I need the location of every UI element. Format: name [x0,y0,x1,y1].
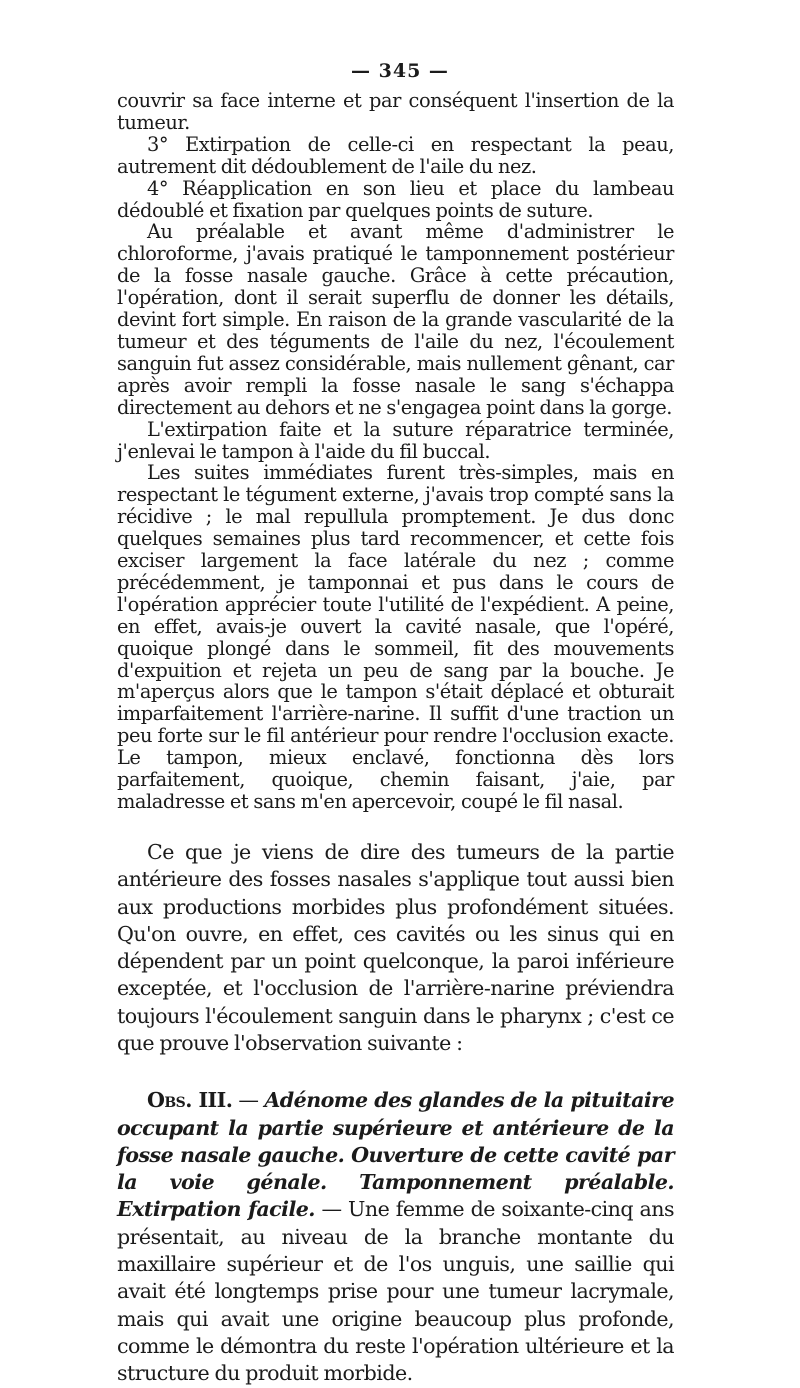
paragraph-general-remark: Ce que je viens de dire des tumeurs de la partie antérieure des fosses nasales s'applique tout aussi bien aux productions morbides plus profondément situées. Qu'on ouvre, en effet, ces cavités ou les sinus qui en dépendent par un point quelconque, la paroi inférieure exceptée, et l'occlusion de l'arrière-narine préviendra toujours l'écoulement sanguin dans le pharynx ; c'est ce que prouve l'observation suivante : [117,839,674,1055]
observation-title: Adénome des glandes de la pituitaire occupant la partie supérieure et antérieure de la fosse nasale gauche. Ouverture de cette cavité par la voie génale. Tamponnement préalable. Extirpation facile. [117,1088,674,1222]
paragraph-step-3: 3° Extirpation de celle-ci en respectant la peau, autrement dit dédoublement de l'aile du nez. [117,132,674,178]
paragraph-preliminary-tamponnement: Au préalable et avant même d'administrer le chloroforme, j'avais pratiqué le tamponnement postérieur de la fosse nasale gauche. Grâce à cette précaution, l'opération, dont il serait superflu de donner les détails, devint fort simple. En raison de la grande vascularité de la tumeur et des téguments de l'aile du nez, l'écoulement sanguin fut assez considérable, mais nullement gênant, car après avoir rempli la fosse nasale le sang s'échappa directement au dehors et ne s'engagea point dans la gorge. [117,220,674,419]
observation-text: — Une femme de soixante-cinq ans présentait, au niveau de la branche montante du maxillaire supérieur et de l'os unguis, une saillie qui avait été longtemps prise pour une tumeur lacrymale, mais qui avait une origine beaucoup plus profonde, comme le démontra du reste l'opération ultérieure et la structure du produit morbide. [117,1197,674,1386]
body-text [117,90,674,1388]
paragraph-continuation: couvrir sa face interne et par conséquent l'insertion de la tumeur. [117,89,674,134]
section-gap [117,1057,674,1087]
paragraph-suites: Les suites immédiates furent très-simples, mais en respectant le tégument externe, j'avais trop compté sans la récidive ; le mal repullula promptement. Je dus donc quelques semaines plus tard recommencer, et cette fois exciser largement la face latérale du nez ; comme précédemment, je tamponnai et pus dans le cours de l'opération apprécier toute l'utilité de l'expédient. A peine, en effet, avais-je ouvert la cavité nasale, que l'opéré, quoique plongé dans le sommeil, fit des mouvements d'expuition et rejeta un peu de sang par la bouche. Je m'aperçus alors que le tampon s'était déplacé et obturait imparfaitement l'arrière-narine. Il suffit d'une traction un peu forte sur le fil antérieur pour rendre l'occlusion exacte. Le tampon, mieux enclavé, fonctionna dès lors parfaitement, quoique, chemin faisant, j'aie, par maladresse et sans m'en apercevoir, coupé le fil nasal. [117,461,674,813]
paragraph-extirpation: L'extirpation faite et la suture réparatrice terminée, j'enlevai le tampon à l'aide du fil buccal. [117,417,674,463]
observation-dash: — [232,1088,265,1113]
observation-paragraph [117,1087,674,1387]
page-number: — 345 — [351,60,449,82]
section-gap [117,813,674,839]
paragraph-step-4: 4° Réapplication en son lieu et place du lambeau dédoublé et fixation par quelques points de suture. [117,176,674,222]
observation-label: Obs. III. [147,1088,233,1113]
